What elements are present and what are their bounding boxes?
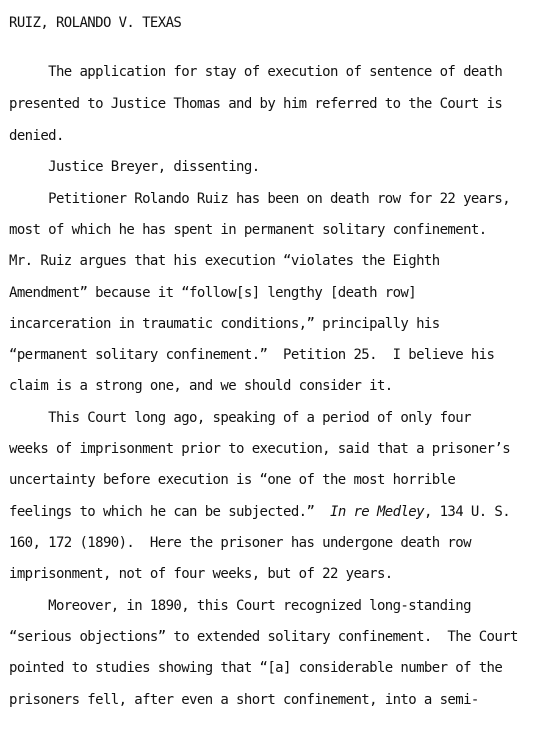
citation-reporter: , 134 U. S. — [423, 504, 511, 520]
text-line: presented to Justice Thomas and by him referred to the Court is — [9, 96, 503, 112]
text-line: Mr. Ruiz argues that his execution “violates the Eighth — [9, 253, 440, 269]
text-line: denied. — [9, 128, 64, 144]
text-line: Justice Breyer, dissenting. — [9, 159, 260, 175]
text-line: “permanent solitary confinement.” Petition 25. I believe his — [9, 347, 495, 363]
text-line: claim is a strong one, and we should consider it. — [9, 378, 393, 394]
text-line: pointed to studies showing that “[a] considerable number of the — [9, 660, 503, 676]
text-line: feelings to which he can be subjected.” — [9, 504, 330, 520]
text-line: weeks of imprisonment prior to execution, said that a prisoner’s — [9, 441, 511, 457]
text-line-with-citation — [9, 502, 510, 522]
citation-case-name: In re Medley — [329, 504, 424, 520]
text-line: 160, 172 (1890). Here the prisoner has undergone death row — [9, 535, 471, 551]
text-line: “serious objections” to extended solitary confinement. The Court — [9, 629, 518, 645]
text-line: Moreover, in 1890, this Court recognized long-standing — [9, 598, 471, 614]
text-line: Amendment” because it “follow[s] lengthy [death row] — [9, 285, 417, 301]
text-line: incarceration in traumatic conditions,” principally his — [9, 316, 440, 332]
case-caption: RUIZ, ROLANDO V. TEXAS — [9, 15, 182, 31]
text-line: This Court long ago, speaking of a period of only four — [9, 410, 471, 426]
text-line: imprisonment, not of four weeks, but of 22 years. — [9, 566, 393, 582]
text-line: The application for stay of execution of sentence of death — [9, 64, 503, 80]
text-line: uncertainty before execution is “one of the most horrible — [9, 472, 456, 488]
text-line: most of which he has spent in permanent solitary confinement. — [9, 222, 487, 238]
text-line: Petitioner Rolando Ruiz has been on death row for 22 years, — [9, 191, 511, 207]
text-line: prisoners fell, after even a short confinement, into a semi- — [9, 692, 479, 708]
